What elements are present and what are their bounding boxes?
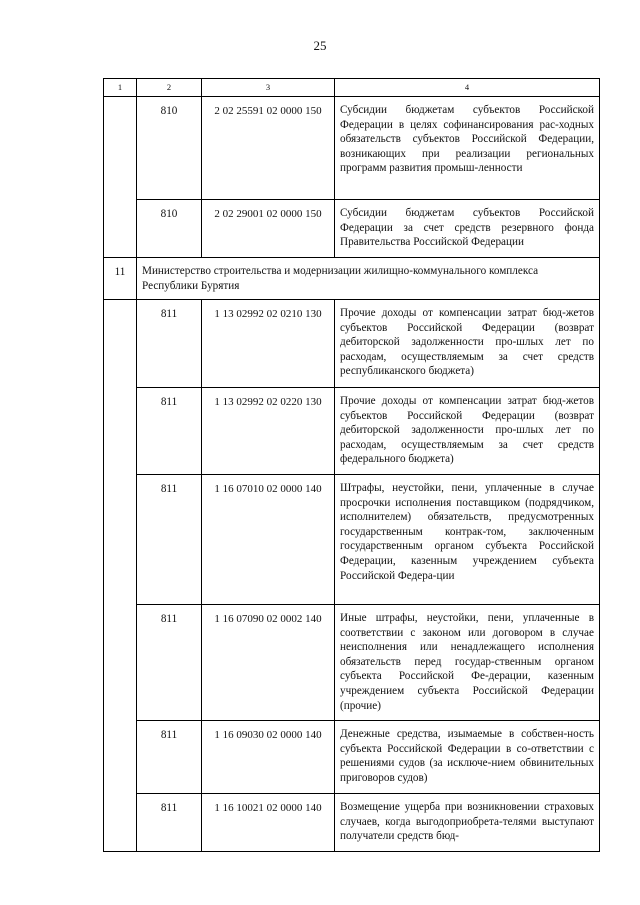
description-cell: Субсидии бюджетам субъектов Российской Федерации за счет средств резервного фонда Правительства Российской Федерации: [335, 200, 600, 258]
admin-code-cell: 811: [137, 721, 202, 794]
table-row: [104, 605, 600, 721]
revenue-code-cell: 1 16 07090 02 0002 140: [202, 605, 335, 721]
admin-code-cell: 811: [137, 388, 202, 475]
description-cell: Прочие доходы от компенсации затрат бюд-жетов субъектов Российской Федерации (возврат дебиторской задолженности про-шлых лет по расходам, осуществляемым за счет средств республиканского бюджета): [335, 300, 600, 388]
description-cell: Иные штрафы, неустойки, пени, уплаченные в соответствии с законом или договором в случае неисполнения или ненадлежащего исполнения обязательств перед государ-ственным органом субъекта Российской Фе-дерации, казенным учреждением субъекта Российской Федерации (прочие): [335, 605, 600, 721]
table-row: [104, 97, 600, 200]
admin-code-cell: 811: [137, 605, 202, 721]
admin-code-cell: 810: [137, 97, 202, 200]
revenue-code-cell: 1 16 09030 02 0000 140: [202, 721, 335, 794]
admin-code-cell: 811: [137, 794, 202, 852]
table-row: [104, 475, 600, 605]
column-number-2: 2: [137, 79, 202, 97]
table-row: [104, 794, 600, 852]
description-cell: Денежные средства, изымаемые в собствен-ность субъекта Российской Федерации в со-ответствии с решениями судов (за исключе-нием обвинительных приговоров судов): [335, 721, 600, 794]
revenue-code-cell: 1 13 02992 02 0210 130: [202, 300, 335, 388]
description-cell: Возмещение ущерба при возникновении страховых случаев, когда выгодоприобрета-телями выступают получатели средств бюд-: [335, 794, 600, 852]
description-cell: Прочие доходы от компенсации затрат бюд-жетов субъектов Российской Федерации (возврат дебиторской задолженности про-шлых лет по расходам, осуществляемым за счет средств федерального бюджета): [335, 388, 600, 475]
revenue-code-cell: 2 02 25591 02 0000 150: [202, 97, 335, 200]
section-title: Министерство строительства и модернизации жилищно-коммунального комплекса Республики Бурятия: [137, 258, 600, 300]
admin-code-cell: 811: [137, 475, 202, 605]
revenue-code-cell: 1 13 02992 02 0220 130: [202, 388, 335, 475]
column-number-4: 4: [335, 79, 600, 97]
page-number: 25: [313, 38, 327, 53]
description-cell: Штрафы, неустойки, пени, уплаченные в случае просрочки исполнения поставщиком (подрядчиком, исполнителем) обязательств, предусмотренных государственным контрак-том, заключенным государственным органом субъекта Российской Федерации, казенным учреждением субъекта Российской Федера-ции: [335, 475, 600, 605]
table-row: [104, 721, 600, 794]
revenue-code-cell: 1 16 10021 02 0000 140: [202, 794, 335, 852]
admin-code-cell: 811: [137, 300, 202, 388]
section-row: [104, 258, 600, 300]
section-number: 11: [104, 258, 137, 300]
column-number-3: 3: [202, 79, 335, 97]
description-cell: Субсидии бюджетам субъектов Российской Федерации в целях софинансирования рас-ходных обязательств субъектов Российской Федерации, возникающих при реализации региональных программ развития промыш-ленности: [335, 97, 600, 200]
revenue-code-cell: 1 16 07010 02 0000 140: [202, 475, 335, 605]
column-number-1: 1: [104, 79, 137, 97]
table-row: [104, 300, 600, 388]
column-number-row: [104, 79, 600, 97]
empty-number-cell: [104, 97, 137, 258]
budget-codes-table: [103, 78, 600, 852]
admin-code-cell: 810: [137, 200, 202, 258]
empty-number-cell: [104, 300, 137, 852]
table-row: [104, 388, 600, 475]
table-row: [104, 200, 600, 258]
revenue-code-cell: 2 02 29001 02 0000 150: [202, 200, 335, 258]
